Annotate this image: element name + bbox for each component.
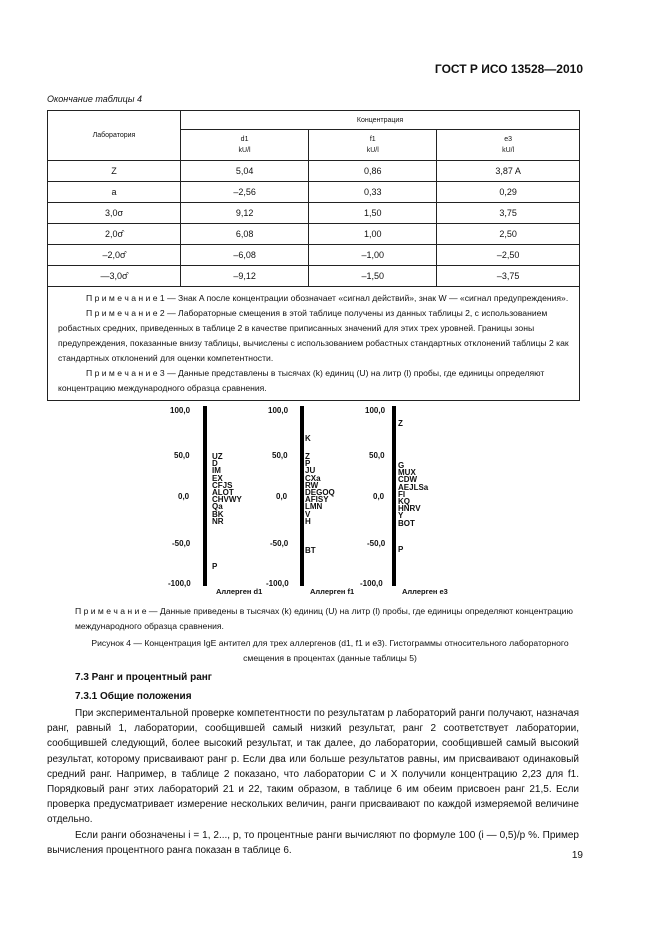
cell-d1: 6,08 — [181, 224, 309, 245]
cell-d1: –6,08 — [181, 245, 309, 266]
cell-e3: –2,50 — [437, 245, 580, 266]
lab-code: P — [212, 562, 218, 571]
cell-d1: 5,04 — [181, 161, 309, 182]
lab-code: Z — [305, 452, 310, 461]
panel-caption: Аллерген f1 — [310, 587, 355, 596]
tick-label: -100,0 — [360, 579, 383, 588]
cell-f1: –1,50 — [309, 266, 437, 287]
subsection-heading: 7.3.1 Общие положения — [75, 691, 192, 702]
table-notes — [48, 287, 580, 401]
header-concentration: Концентрация — [181, 111, 580, 130]
note-lead: П р и м е ч а н и е 3 — [86, 368, 165, 378]
cell-d1: –9,12 — [181, 266, 309, 287]
axis-bar — [203, 406, 207, 586]
lab-code: P — [305, 459, 311, 469]
lab-code: AEJLSa — [398, 482, 429, 492]
tick-label: 0,0 — [373, 492, 385, 501]
lab-code: V — [305, 509, 311, 519]
lab-code: LMN — [305, 502, 323, 512]
table-row — [48, 182, 580, 203]
col-unit: kU/l — [502, 147, 515, 154]
col-name: f1 — [369, 136, 376, 143]
cell-e3: 3,87 A — [437, 161, 580, 182]
note-3 — [58, 366, 573, 396]
lab-code: CDW — [398, 475, 418, 485]
label-stack — [212, 453, 242, 525]
note-1 — [58, 291, 573, 306]
lab-code: H — [305, 516, 311, 526]
figure-caption: Рисунок 4 — Концентрация IgE антител для трех аллергенов (d1, f1 и e3). Гистограммы относительного лабораторного смещения в процентах (данные таблицы 5) — [91, 638, 569, 663]
cell-d1: 9,12 — [181, 203, 309, 224]
lab-code: AFISY — [305, 495, 329, 505]
lab-code: HNRV — [398, 504, 421, 514]
tick-label: 0,0 — [178, 492, 190, 501]
row-label: —3,0σ̂ — [48, 266, 181, 287]
col-name: e3 — [504, 136, 513, 143]
header-col — [437, 130, 580, 161]
lab-code: EX — [212, 473, 223, 483]
paragraph: Если ранги обозначены i = 1, 2..., p, то процентные ранги вычисляют по формуле 100 (i — 0,5)/p %. Пример вычисления процентного ранга показан в таблице 6. — [47, 829, 579, 856]
cell-e3: –3,75 — [437, 266, 580, 287]
label-stack — [398, 462, 428, 527]
tick-label: 50,0 — [369, 451, 385, 460]
table-caption: Окончание таблицы 4 — [47, 94, 142, 104]
figure-4 — [170, 404, 470, 604]
figure-note — [75, 604, 585, 634]
standard-header: ГОСТ Р ИСО 13528—2010 — [434, 62, 583, 76]
table-row — [48, 161, 580, 182]
table-row — [48, 224, 580, 245]
note-lead: П р и м е ч а н и е 2 — [86, 308, 165, 318]
tick-label: -50,0 — [172, 539, 191, 548]
lab-code: MUX — [398, 468, 416, 478]
lab-code: Z — [398, 419, 403, 428]
lab-code: ALOT — [212, 488, 234, 498]
tick-label: -50,0 — [367, 539, 386, 548]
section-heading: 7.3 Ранг и процентный ранг — [75, 672, 212, 683]
figure-note-text: — Данные приведены в тысячах (k) единиц (U) на литр (l) пробы, где единицы определяют концентрацию международного образца сравнения. — [75, 606, 573, 631]
header-col — [181, 130, 309, 161]
cell-f1: 1,50 — [309, 203, 437, 224]
note-text: — Данные представлены в тысячах (k) единиц (U) на литр (l) пробы, где единицы определяют концентрацию международного образца сравнения. — [58, 368, 545, 393]
page-number: 19 — [571, 850, 583, 861]
cell-f1: –1,00 — [309, 245, 437, 266]
lab-code: CHVWY — [212, 495, 242, 505]
note-2 — [58, 306, 573, 366]
lab-code: CXa — [305, 473, 321, 483]
lab-code: BOT — [398, 518, 415, 528]
panel-caption: Аллерген d1 — [216, 587, 263, 596]
col-unit: kU/l — [238, 147, 251, 154]
cell-f1: 0,86 — [309, 161, 437, 182]
tick-label: 100,0 — [268, 406, 289, 415]
lab-code: Y — [398, 511, 404, 521]
header-laboratory: Лаборатория — [48, 111, 181, 161]
lab-code: JU — [305, 466, 316, 476]
tick-label: -100,0 — [266, 579, 289, 588]
lab-code: P — [398, 545, 404, 554]
row-label: 3,0σ — [48, 203, 181, 224]
cell-f1: 0,33 — [309, 182, 437, 203]
body-text — [47, 706, 579, 858]
tick-label: 100,0 — [365, 406, 386, 415]
tick-label: 100,0 — [170, 406, 191, 415]
lab-code: BT — [305, 546, 316, 555]
tick-label: -50,0 — [270, 539, 289, 548]
row-label: Z — [48, 161, 181, 182]
lab-code: BK — [212, 509, 224, 519]
header-col — [309, 130, 437, 161]
figure-note-lead: П р и м е ч а н и е — [75, 606, 147, 616]
cell-f1: 1,00 — [309, 224, 437, 245]
table-row — [48, 203, 580, 224]
lab-code: D — [212, 459, 218, 469]
lab-code: FI — [398, 489, 406, 499]
cell-e3: 3,75 — [437, 203, 580, 224]
cell-e3: 0,29 — [437, 182, 580, 203]
note-lead: П р и м е ч а н и е 1 — [86, 293, 165, 303]
note-text: — Лабораторные смещения в этой таблице получены из данных таблицы 2, с использованием робастных средних, приведенных в таблице 2 в качестве приписанных значений для этих трех уровней. Границы зоны предупреждения, показанные внизу таблицы, вычислены с использованием робастных стандартных отклонений таблицы 2 как стандартных отклонений для оценки компетентности. — [58, 308, 569, 363]
tick-label: 0,0 — [276, 492, 288, 501]
lab-code: CFJS — [212, 480, 233, 490]
table-row — [48, 266, 580, 287]
table-row — [48, 245, 580, 266]
tick-label: -100,0 — [168, 579, 191, 588]
tick-label: 50,0 — [174, 451, 190, 460]
col-name: d1 — [240, 136, 249, 143]
lab-code: UZ — [212, 452, 223, 461]
panel-caption: Аллерген e3 — [402, 587, 448, 596]
row-label: 2,0σ̂ — [48, 224, 181, 245]
lab-code: RW — [305, 480, 319, 490]
paragraph: При экспериментальной проверке компетентности по результатам p лабораторий ранги получают, назначая ранг, равный 1, лаборатории, сообщившей самый низкий результат, ранг 2 соответствует лаборатории, сообщившей следующий, более высокий результат, и так далее, до лаборатории, сообщившей самый высокий результат, которому присваивают ранг p. Если два или больше результатов равны, им присваивают одинаковый средний ранг. Например, в таблице 2 показано, что лаборатории C и X получили концентрацию 2,23 для f1. Порядковый ранг этих лабораторий 21 и 22, таким образом, в таблице 6 им обеим присвоен ранг 21,5. Если проверка предусматривает измерение нескольких величин, ранги присваивают по каждой измеряемой величине отдельно. — [47, 708, 579, 826]
lab-code: G — [398, 461, 405, 470]
lab-code: NR — [212, 516, 224, 526]
cell-d1: –2,56 — [181, 182, 309, 203]
lab-code: Qa — [212, 502, 223, 512]
tick-label: 50,0 — [272, 451, 288, 460]
row-label: –2,0σ̂ — [48, 245, 181, 266]
lab-code: KQ — [398, 497, 410, 507]
label-stack — [305, 453, 335, 525]
cell-e3: 2,50 — [437, 224, 580, 245]
lab-code: K — [305, 434, 311, 443]
lab-code: IM — [212, 466, 221, 476]
axis-bar — [392, 406, 396, 586]
col-unit: kU/l — [366, 147, 379, 154]
row-label: a — [48, 182, 181, 203]
table-4 — [47, 110, 580, 401]
note-text: — Знак A после концентрации обозначает «сигнал действий», знак W — «сигнал предупреждения». — [164, 293, 569, 303]
axis-bar — [300, 406, 304, 586]
lab-code: DEGOQ — [305, 488, 335, 498]
